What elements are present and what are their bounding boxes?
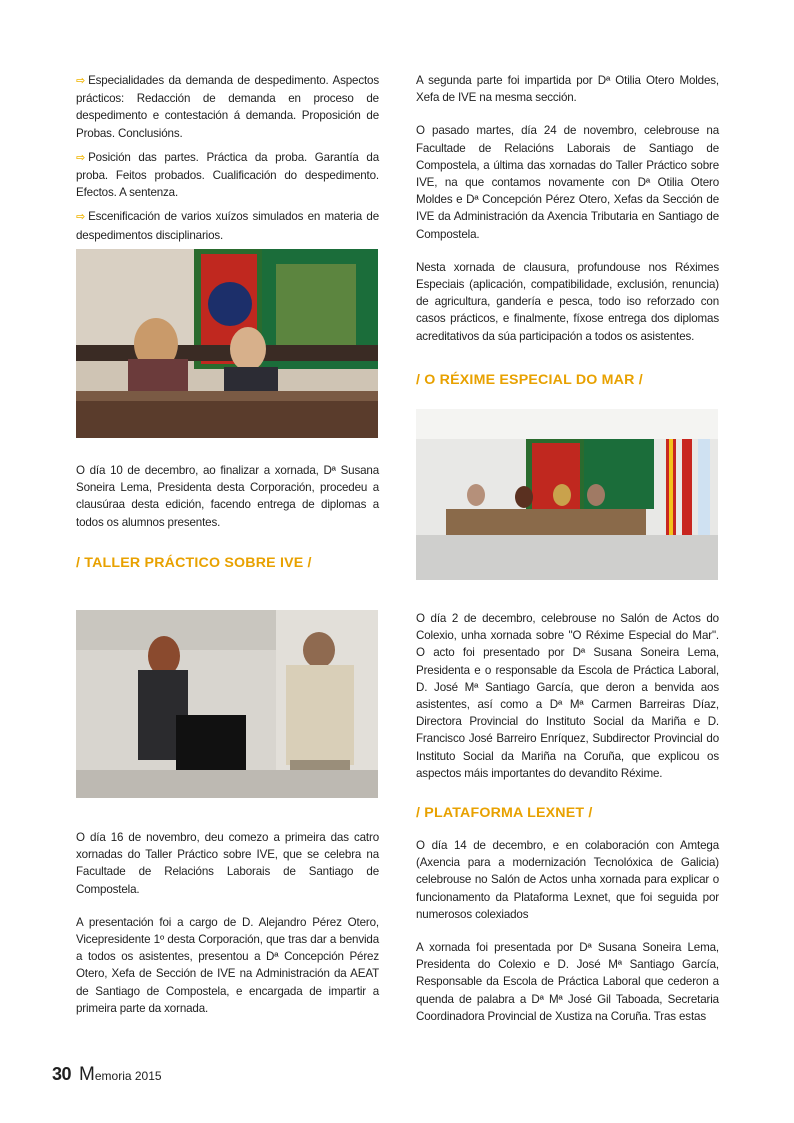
photo-panel-conference [416, 409, 718, 580]
paragraph: O día 14 de decembro, e en colaboración con Amtega (Axencia para a modernización Tecnolóxica de Galicia) celebrouse no Salón de Actos unha xornada para explicar o funcionamento da Plataforma Lexnet, que foi seguida por numerosos colexiados [416, 839, 719, 921]
photo-presenters [76, 610, 378, 798]
photo-speakers-table-image [76, 249, 378, 438]
bullet-item: ⇨ Escenificación de varios xuízos simulados en materia de despedimentos disciplinarios. [76, 210, 379, 242]
page-number: 30 [52, 1064, 72, 1084]
section-heading-taller: / TALLER PRÁCTICO SOBRE IVE / [76, 554, 312, 571]
arrow-right-icon: ⇨ [76, 211, 86, 224]
left-column-bottom [76, 829, 379, 1017]
page-footer [52, 1064, 162, 1086]
paragraph: O día 16 de novembro, deu comezo a primeira das catro xornadas do Taller Práctico sobre IVE, que se celebra na Facultade de Relacións Laborais de Santiago de Compostela. [76, 831, 379, 896]
bullet-item: ⇨ Posición das partes. Práctica da proba. Garantía da proba. Feitos probados. Cualificación do despedimento. Efectos. A sentenza. [76, 150, 379, 200]
right-column-mid [416, 610, 719, 1025]
paragraph: A xornada foi presentada por Dª Susana Soneira Lema, Presidenta do Colexio e D. José Mª Santiago García, Responsable da Escola de Práctica Laboral que cederon a quenda de palabra a Dª Mª José Gil Taboada, Secretaria Coordinadora Provincial de Xustiza na Coruña. Tras estas [416, 941, 719, 1023]
paragraph: O día 2 de decembro, celebrouse no Salón de Actos do Colexio, unha xornada sobre "O Réxime Especial do Mar". O acto foi presentado por Dª Susana Soneira Lema, Presidenta e o responsable da Escola de Práctica Laboral, D. José Mª Santiago García, que deron a benvida aos asistentes, así como a Dª Mª Carmen Barreiras Díaz, Directora Provincial do Instituto Social da Mariña e D. Francisco José Barreiro Enríquez, Subdirector Provincial do Instituto Social da Mariña na Coruña, que explicou os aspectos máis importantes do devandito Réxime. [416, 612, 719, 780]
paragraph: Nesta xornada de clausura, profundouse nos Réximes Especiais (aplicación, compatibilidade, exclusión, renuncia) de agricultura, gandería e pesca, todo iso reforzado con casos prácticos, e finalmente, fíxose entrega dos diplomas acreditativos da súa participación a todos os asistentes. [416, 260, 719, 343]
section-heading-lexnet: / PLATAFORMA LEXNET / [416, 805, 593, 822]
paragraph: O pasado martes, día 24 de novembro, celebrouse na Facultade de Relacións Laborais de Santiago de Compostela, a última das xornadas do Taller Práctico sobre IVE, na que contamos novamente con Dª Otilia Otero Moldes e Dª Concepción Pérez Otero, Xefas da Sección de IVE da Administración da Axencia Tributaria en Santiago de Compostela. [416, 124, 719, 241]
bullet-item: ⇨ Especialidades da demanda de despedimento. Aspectos prácticos: Redacción de demanda en proceso de despedimento e contestación á demanda. Proposición de Probas. Conclusións. [76, 74, 379, 140]
photo-speakers-table [76, 249, 378, 438]
paragraph: A segunda parte foi impartida por Dª Otilia Otero Moldes, Xefa de IVE na mesma sección. [416, 74, 719, 105]
paragraph: A presentación foi a cargo de D. Alejandro Pérez Otero, Vicepresidente 1º desta Corporación, que tras dar a benvida a todos os asistentes, presentou a Dª Concepción Pérez Otero, Xefa de Sección de IVE na Administración da AEAT de Santiago de Compostela, e encargada de impartir a primeira parte da xornada. [76, 915, 379, 1015]
right-column [416, 72, 719, 389]
brand-title: emoria 2015 [94, 1069, 162, 1083]
photo-panel-conference-image [416, 409, 718, 580]
left-column-mid [76, 462, 379, 572]
brand-initial: M [79, 1064, 95, 1085]
left-column [76, 72, 379, 251]
section-heading-mar: / O RÉXIME ESPECIAL DO MAR / [416, 371, 643, 388]
arrow-right-icon: ⇨ [76, 151, 86, 164]
photo-presenters-image [76, 610, 378, 798]
paragraph: O día 10 de decembro, ao finalizar a xornada, Dª Susana Soneira Lema, Presidenta desta Corporación, procedeu a clausúraa desta edición, facendo entrega de diplomas a todos os alumnos presentes. [76, 464, 379, 529]
arrow-right-icon: ⇨ [76, 75, 86, 87]
